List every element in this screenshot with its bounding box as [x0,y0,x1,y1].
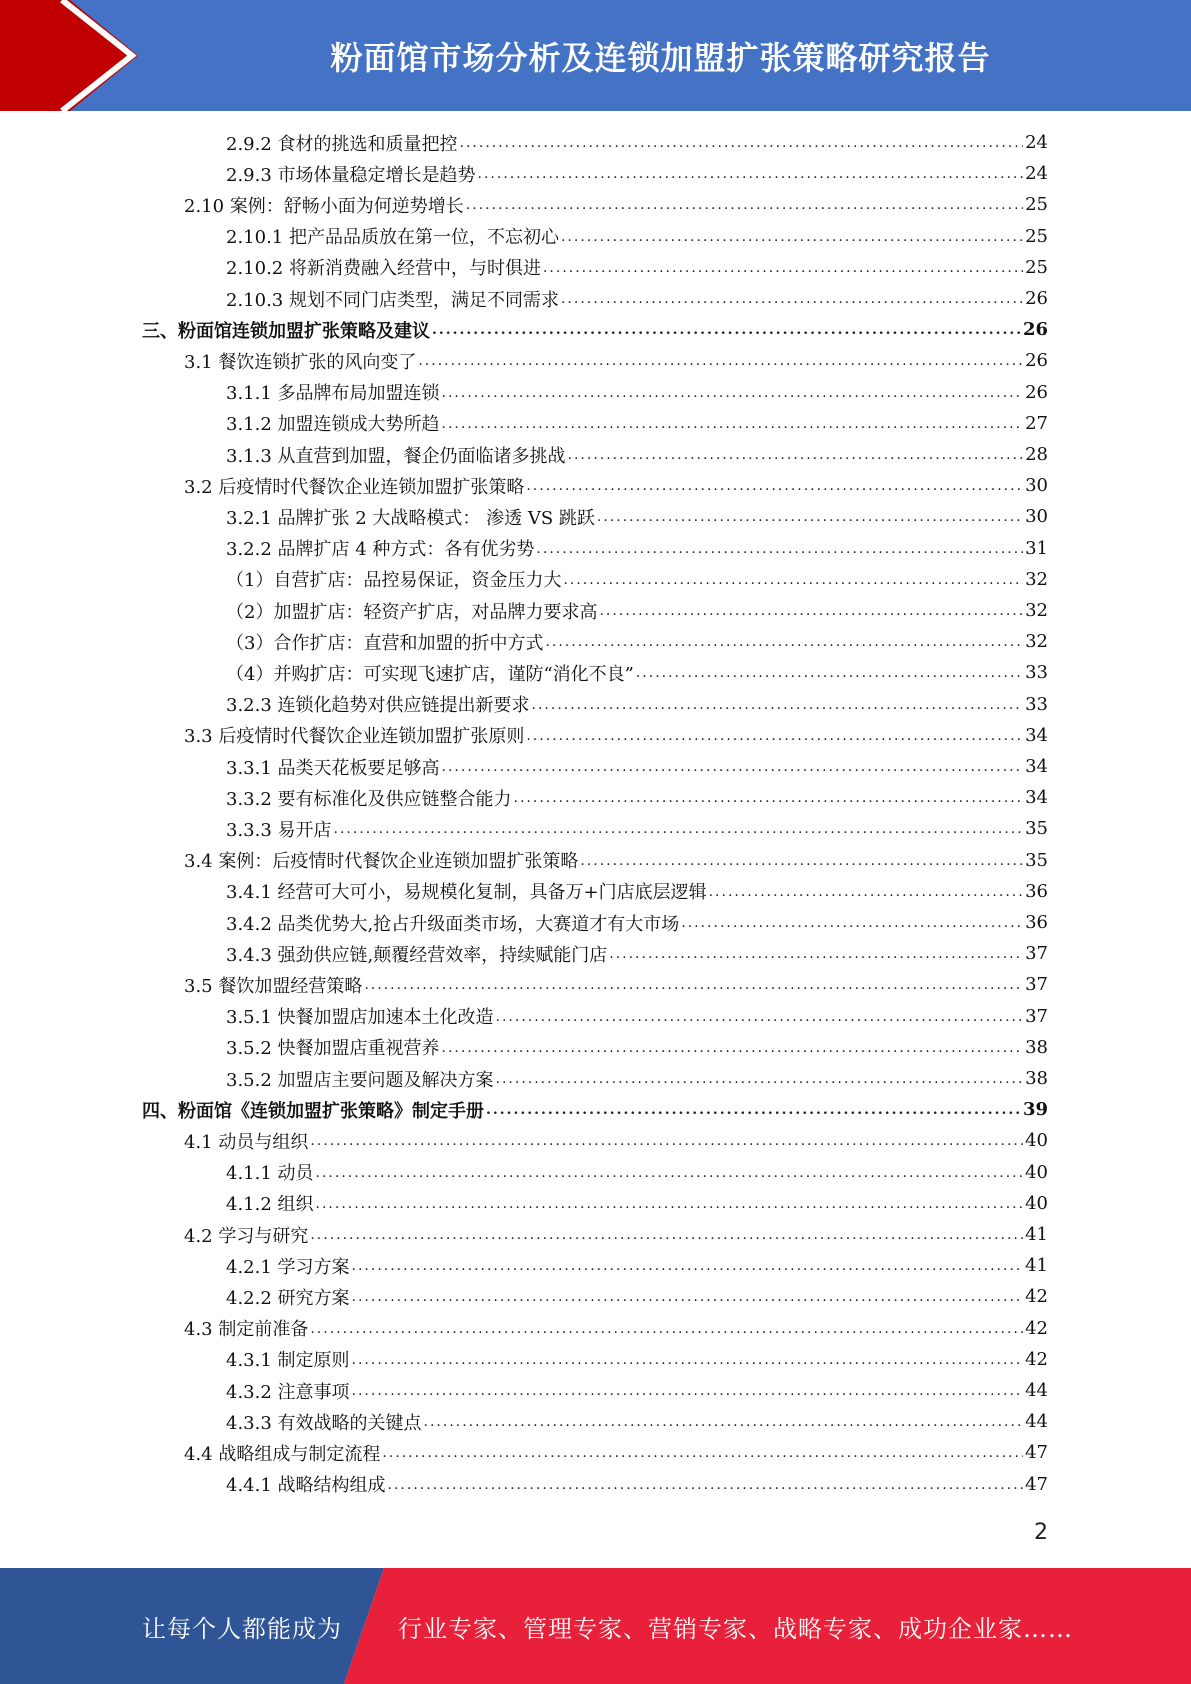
toc-entry[interactable] [226,626,1048,657]
toc-entry[interactable] [226,1469,1048,1500]
toc-entry[interactable] [226,501,1048,532]
toc-dot-leader [352,1290,1024,1304]
toc-entry[interactable] [226,689,1048,720]
toc-entry-page: 25 [1025,225,1048,247]
toc-dot-leader [580,854,1023,868]
toc-entry-page: 47 [1025,1473,1048,1495]
toc-dot-leader [418,354,1023,368]
toc-entry[interactable] [226,782,1048,813]
toc-dot-leader [478,167,1024,181]
toc-entry-page: 40 [1025,1161,1048,1183]
toc-entry[interactable] [226,221,1048,252]
toc-dot-leader [526,729,1023,743]
toc-entry-label: 2.9.2 食材的挑选和质量把控 [226,133,458,155]
toc-dot-leader [364,978,1023,992]
toc-entry-label: 4.2 学习与研究 [184,1225,309,1247]
toc-entry-page: 35 [1025,849,1048,871]
toc-entry-label: （2）加盟扩店：轻资产扩店，对品牌力要求高 [226,601,598,623]
toc-entry-label: 3.4.2 品类优势大,抢占升级面类市场，大赛道才有大市场 [226,913,680,935]
page-footer [0,1568,1191,1684]
toc-entry-label: 4.2.1 学习方案 [226,1256,350,1278]
toc-entry[interactable] [184,1437,1048,1468]
toc-entry-page: 37 [1025,1005,1048,1027]
toc-entry[interactable] [226,1406,1048,1437]
toc-dot-leader [609,947,1023,961]
toc-entry[interactable] [184,189,1048,220]
toc-entry[interactable] [226,439,1048,470]
toc-entry-page: 47 [1025,1442,1048,1464]
toc-entry-label: 4.3.2 注意事项 [226,1381,350,1403]
toc-entry[interactable] [226,158,1048,189]
toc-entry-label: 3.4.3 强劲供应链,颠覆经营效率，持续赋能门店 [226,944,608,966]
toc-dot-leader [310,1134,1023,1148]
toc-entry-label: 3.1.1 多品牌布局加盟连锁 [226,383,440,405]
toc-dot-leader [561,292,1023,306]
toc-entry-label: 3.1.2 加盟连锁成大势所趋 [226,414,440,436]
toc-entry-page: 26 [1022,319,1048,341]
toc-entry-label: 3.3.3 易开店 [226,819,332,841]
toc-entry-label: 3.5.1 快餐加盟店加速本土化改造 [226,1007,494,1029]
toc-entry-page: 32 [1025,631,1048,653]
toc-dot-leader [424,1415,1024,1429]
toc-entry-page: 38 [1025,1068,1048,1089]
toc-entry-label: 3.5.2 快餐加盟店重视营养 [226,1038,440,1060]
toc-entry-label: 3.4 案例：后疫情时代餐饮企业连锁加盟扩张策略 [184,851,579,873]
toc-entry[interactable] [226,1344,1048,1375]
toc-entry-page: 34 [1025,787,1048,809]
toc-entry[interactable] [226,283,1048,314]
toc-entry-page: 44 [1025,1380,1048,1401]
toc-entry-label: 3.1.3 从直营到加盟，餐企仍面临诸多挑战 [226,445,566,467]
toc-entry-label: 3.1 餐饮连锁扩张的风向变了 [184,351,417,373]
toc-entry-page: 31 [1025,537,1048,559]
toc-entry[interactable] [226,377,1048,408]
toc-entry-label: 3.2.2 品牌扩店 4 种方式：各有优劣势 [226,539,535,561]
page-number: 2 [1034,1520,1048,1545]
toc-dot-leader [460,136,1024,150]
toc-entry-page: 25 [1025,256,1048,278]
toc-dot-leader [316,1166,1024,1180]
toc-dot-leader [442,417,1024,431]
toc-entry[interactable] [184,720,1048,751]
footer-slogan-left: 让每个人都能成为 [142,1614,342,1643]
toc-entry-page: 26 [1025,350,1048,372]
toc-entry-label: 2.10.1 把产品品质放在第一位，不忘初心 [226,227,559,249]
toc-entry-label: 2.9.3 市场体量稳定增长是趋势 [226,164,476,186]
toc-entry-page: 37 [1025,974,1048,996]
footer-slogan-right: 行业专家、管理专家、营销专家、战略专家、成功企业家…… [398,1614,1073,1643]
toc-entry[interactable] [226,1281,1048,1312]
toc-entry-page: 24 [1025,163,1048,185]
toc-entry[interactable] [142,1094,1048,1125]
toc-entry-page: 42 [1025,1286,1048,1308]
toc-entry-page: 32 [1025,600,1048,621]
toc-entry-page: 40 [1025,1130,1048,1152]
toc-dot-leader [561,230,1023,244]
toc-entry-label: 4.3.3 有效战略的关键点 [226,1412,422,1434]
toc-dot-leader [597,510,1023,524]
toc-dot-leader [310,1228,1023,1242]
toc-entry-label: 4.4.1 战略结构组成 [226,1475,386,1497]
toc-entry-label: 3.3 后疫情时代餐饮企业连锁加盟扩张原则 [184,726,525,748]
toc-entry-label: 4.4 战略组成与制定流程 [184,1443,381,1465]
toc-dot-leader [334,822,1024,836]
toc-entry[interactable] [226,876,1048,907]
toc-entry[interactable] [226,657,1048,688]
toc-dot-leader [316,1197,1024,1211]
toc-entry[interactable] [226,907,1048,938]
toc-entry-label: 4.1.2 组织 [226,1194,314,1216]
toc-entry-label: （4）并购扩店：可实现飞速扩店，谨防“消化不良” [226,663,634,685]
toc-entry-page: 26 [1025,381,1048,403]
toc-dot-leader [514,791,1024,805]
toc-dot-leader [496,1072,1024,1086]
toc-entry-page: 36 [1025,880,1048,902]
toc-entry[interactable] [226,127,1048,158]
toc-entry-page: 39 [1022,1099,1048,1121]
toc-entry-label: 4.3.1 制定原则 [226,1350,350,1372]
toc-entry-label: 3.2.1 品牌扩张 2 大战略模式： 渗透 VS 跳跃 [226,507,595,529]
toc-entry[interactable] [184,1313,1048,1344]
toc-dot-leader [532,698,1024,712]
toc-dot-leader [599,604,1023,618]
toc-entry-page: 42 [1025,1348,1048,1370]
toc-dot-leader [442,1041,1024,1055]
toc-dot-leader [636,666,1023,680]
toc-dot-leader [543,261,1023,275]
header-arrow-decoration [0,0,150,111]
toc-entry[interactable] [184,845,1048,876]
toc-entry-label: 3.5.2 加盟店主要问题及解决方案 [226,1069,494,1091]
toc-entry[interactable] [226,1188,1048,1219]
toc-dot-leader [545,635,1023,649]
toc-entry-page: 35 [1025,818,1048,840]
toc-entry-page: 25 [1025,194,1048,216]
toc-dot-leader [352,1353,1024,1367]
toc-entry-page: 30 [1025,475,1048,497]
toc-entry-page: 32 [1025,568,1048,590]
toc-entry[interactable] [184,470,1048,501]
toc-entry-page: 36 [1025,912,1048,933]
toc-entry[interactable] [226,533,1048,564]
toc-dot-leader [496,1010,1024,1024]
toc-entry-label: 4.1 动员与组织 [184,1131,309,1153]
toc-entry[interactable] [184,345,1048,376]
toc-dot-leader [310,1322,1023,1336]
toc-entry-label: 3.2.3 连锁化趋势对供应链提出新要求 [226,695,530,717]
toc-entry-label: 2.10.3 规划不同门店类型，满足不同需求 [226,289,559,311]
toc-entry-page: 41 [1025,1255,1048,1277]
toc-entry[interactable] [226,938,1048,969]
toc-entry[interactable] [184,1219,1048,1250]
toc-entry-page: 38 [1025,1036,1048,1058]
toc-dot-leader [466,198,1023,212]
toc-entry[interactable] [226,1001,1048,1032]
toc-entry-page: 24 [1025,132,1048,153]
toc-entry-label: 3.5 餐饮加盟经营策略 [184,975,363,997]
toc-entry[interactable] [226,408,1048,439]
toc-dot-leader [388,1478,1024,1492]
page-header [0,0,1191,111]
toc-dot-leader [709,885,1023,899]
toc-entry[interactable] [184,1125,1048,1156]
toc-dot-leader [486,1103,1021,1117]
toc-entry-page: 33 [1025,693,1048,715]
toc-entry-page: 42 [1025,1317,1048,1339]
toc-entry[interactable] [226,1063,1048,1094]
toc-entry[interactable] [142,314,1048,345]
toc-entry-label: 三、粉面馆连锁加盟扩张策略及建议 [142,320,430,342]
toc-entry-page: 41 [1025,1224,1048,1245]
toc-entry-label: （1）自营扩店：品控易保证，资金压力大 [226,570,562,592]
toc-dot-leader [352,1259,1024,1273]
toc-dot-leader [526,479,1023,493]
toc-entry-page: 28 [1025,444,1048,465]
toc-dot-leader [442,386,1024,400]
toc-entry-label: （3）合作扩店：直营和加盟的折中方式 [226,632,544,654]
toc-entry-label: 3.3.1 品类天花板要足够高 [226,757,440,779]
toc-entry[interactable] [226,751,1048,782]
toc-entry-page: 40 [1025,1192,1048,1214]
report-title: 粉面馆市场分析及连锁加盟扩张策略研究报告 [330,38,991,77]
toc-entry[interactable] [226,595,1048,626]
toc-entry-page: 30 [1025,506,1048,528]
toc-dot-leader [681,916,1023,930]
toc-entry[interactable] [226,1032,1048,1063]
toc-entry[interactable] [226,564,1048,595]
toc-dot-leader [563,573,1023,587]
toc-dot-leader [568,448,1024,462]
toc-entry-label: 4.2.2 研究方案 [226,1287,350,1309]
toc-entry-page: 34 [1025,756,1048,777]
toc-entry[interactable] [226,813,1048,844]
toc-entry-label: 4.3 制定前准备 [184,1319,309,1341]
toc-dot-leader [432,323,1021,337]
toc-entry-label: 2.10.2 将新消费融入经营中，与时俱进 [226,258,541,280]
toc-entry-label: 四、粉面馆《连锁加盟扩张策略》制定手册 [142,1100,484,1122]
toc-dot-leader [352,1384,1024,1398]
toc-entry-page: 37 [1025,943,1048,965]
toc-dot-leader [382,1446,1023,1460]
toc-entry-label: 3.3.2 要有标准化及供应链整合能力 [226,788,512,810]
toc-entry-page: 33 [1025,662,1048,684]
toc-entry-page: 27 [1025,412,1048,434]
toc-entry[interactable] [226,1375,1048,1406]
toc-dot-leader [442,760,1024,774]
toc-entry[interactable] [226,1157,1048,1188]
toc-entry[interactable] [226,1250,1048,1281]
toc-entry[interactable] [184,969,1048,1000]
toc-entry-label: 3.4.1 经营可大可小，易规模化复制，具备万+门店底层逻辑 [226,882,707,904]
toc-dot-leader [536,542,1023,556]
toc-entry-label: 2.10 案例：舒畅小面为何逆势增长 [184,195,464,217]
toc-entry-page: 34 [1025,724,1048,746]
toc-entry-page: 44 [1025,1411,1048,1433]
toc-entry-page: 26 [1025,288,1048,309]
toc-entry[interactable] [226,252,1048,283]
toc-entry-label: 4.1.1 动员 [226,1163,314,1185]
toc-entry-label: 3.2 后疫情时代餐饮企业连锁加盟扩张策略 [184,476,525,498]
